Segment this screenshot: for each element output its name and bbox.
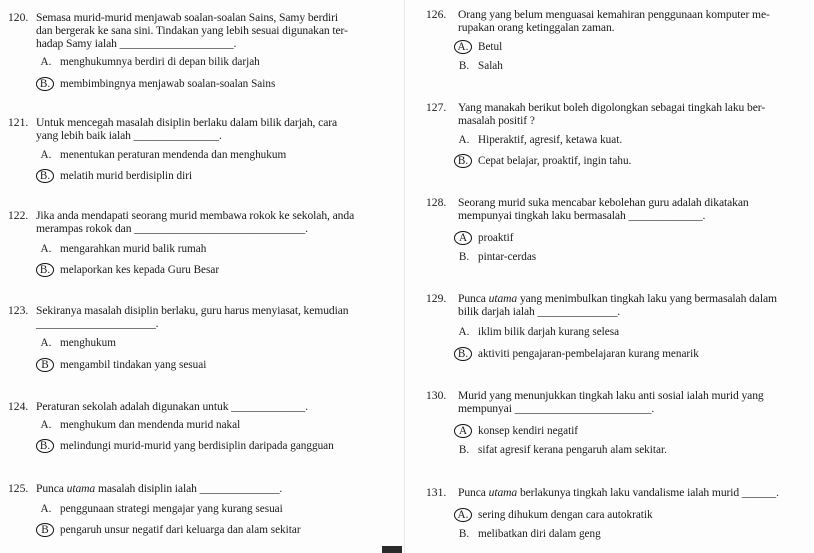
- stem-part: yang menimbulkan tingkah laku yang bermasalah dalam bilik darjah ialah ______________.: [458, 292, 777, 318]
- option-letter: A.: [40, 56, 52, 68]
- option-letter: B.: [458, 251, 470, 263]
- option-letter: A.: [458, 326, 470, 338]
- option-123-b[interactable]: [38, 358, 206, 372]
- question-number: 127.: [426, 101, 447, 114]
- option-letter: A.: [40, 419, 52, 431]
- option-text: Salah: [478, 60, 503, 72]
- option-text: sering dihukum dengan cara autokratik: [478, 509, 653, 521]
- option-120-a[interactable]: [38, 56, 260, 70]
- answer-circle: B: [36, 358, 54, 372]
- option-126-a[interactable]: [456, 40, 502, 54]
- option-120-b[interactable]: [38, 77, 275, 91]
- option-128-a[interactable]: [456, 231, 513, 245]
- option-text: melibatkan diri dalam geng: [478, 528, 601, 540]
- option-text: sifat agresif kerana pengaruh alam sekitar.: [478, 444, 667, 456]
- question-number: 128.: [426, 196, 447, 209]
- option-text: mengarahkan murid balik rumah: [60, 243, 207, 255]
- option-text: menghukum dan mendenda murid nakal: [60, 419, 241, 431]
- option-text: penggunaan strategi mengajar yang kurang sesuai: [60, 503, 283, 515]
- option-121-b[interactable]: [38, 169, 192, 183]
- answer-circle: B.: [36, 77, 54, 91]
- option-129-b[interactable]: [456, 347, 699, 361]
- column-divider: [404, 0, 405, 553]
- option-text: membimbingnya menjawab soalan-soalan Sains: [60, 78, 276, 90]
- question-stem: Sekiranya masalah disiplin berlaku, guru harus menyiasat, kemudian _____________________.: [36, 304, 349, 330]
- option-text: menghukum: [60, 337, 116, 349]
- scan-mark: [382, 546, 402, 553]
- question-stem: [36, 482, 388, 495]
- question-number: 123.: [8, 304, 29, 317]
- option-131-a[interactable]: [456, 508, 653, 522]
- option-text: Betul: [478, 41, 503, 53]
- question-number: 122.: [8, 209, 29, 222]
- question-stem: Semasa murid-murid menjawab soalan-soalan Sains, Samy berdiri dan bergerak ke sana sini. Tindakan yang lebih sesuai digunakan ter- hadap Samy ialah ____________________.: [36, 11, 348, 50]
- answer-circle: B.: [454, 347, 472, 361]
- question-stem: Yang manakah berikut boleh digolongkan sebagai tingkah laku ber- masalah positif ?: [458, 101, 766, 127]
- option-text: mengambil tindakan yang sesuai: [60, 359, 207, 371]
- answer-circle: B.: [36, 263, 54, 277]
- option-text: Cepat belajar, proaktif, ingin tahu.: [478, 155, 632, 167]
- option-123-a[interactable]: [38, 337, 116, 351]
- question-stem: [458, 486, 811, 499]
- option-128-b[interactable]: [456, 251, 536, 265]
- option-122-a[interactable]: [38, 243, 206, 257]
- option-130-b[interactable]: [456, 444, 667, 458]
- option-text: konsep kendiri negatif: [478, 425, 579, 437]
- option-125-a[interactable]: [38, 503, 283, 517]
- question-stem: Seorang murid suka mencabar kebolehan guru adalah dikatakan mempunyai tingkah laku bermasalah _____________.: [458, 196, 749, 222]
- question-number: 121.: [8, 116, 29, 129]
- question-number: 131.: [426, 486, 447, 499]
- option-text: Hiperaktif, agresif, ketawa kuat.: [478, 134, 623, 146]
- option-text: iklim bilik darjah kurang selesa: [478, 326, 620, 338]
- option-124-a[interactable]: [38, 419, 240, 433]
- question-number: 130.: [426, 389, 447, 402]
- stem-part: Punca: [458, 292, 489, 305]
- question-stem: Murid yang menunjukkan tingkah laku anti sosial ialah murid yang mempunyai ________________________.: [458, 389, 764, 415]
- option-letter: B.: [458, 60, 470, 72]
- option-129-a[interactable]: [456, 326, 619, 340]
- option-127-a[interactable]: [456, 134, 622, 148]
- question-stem: [458, 292, 806, 318]
- question-number: 120.: [8, 11, 29, 24]
- stem-part: berlakunya tingkah laku vandalisme ialah murid ______.: [517, 486, 779, 499]
- stem-emphasis: utama: [66, 482, 96, 495]
- option-125-b[interactable]: [38, 523, 301, 537]
- option-letter: A.: [40, 149, 52, 161]
- answer-circle: A: [454, 424, 472, 438]
- answer-circle: B.: [454, 154, 472, 168]
- option-letter: B.: [458, 528, 470, 540]
- answer-circle: A: [454, 231, 472, 245]
- option-text: pengaruh unsur negatif dari keluarga dan alam sekitar: [60, 524, 301, 536]
- question-stem: Peraturan sekolah adalah digunakan untuk _____________.: [36, 400, 309, 413]
- option-130-a[interactable]: [456, 424, 578, 438]
- option-text: melatih murid berdisiplin diri: [60, 170, 193, 182]
- option-121-a[interactable]: [38, 149, 286, 163]
- option-letter: A.: [40, 243, 52, 255]
- option-text: pintar-cerdas: [478, 251, 537, 263]
- answer-circle: B.: [36, 439, 54, 453]
- option-letter: A.: [458, 134, 470, 146]
- answer-circle: B: [36, 523, 54, 537]
- question-number: 125.: [8, 482, 29, 495]
- option-131-b[interactable]: [456, 528, 601, 542]
- option-124-b[interactable]: [38, 439, 334, 453]
- option-text: menghukumnya berdiri di depan bilik darjah: [60, 56, 260, 68]
- option-letter: A.: [40, 337, 52, 349]
- option-letter: A.: [40, 503, 52, 515]
- question-number: 126.: [426, 8, 447, 21]
- option-text: aktiviti pengajaran-pembelajaran kurang menarik: [478, 348, 699, 360]
- question-stem: Jika anda mendapati seorang murid membawa rokok ke sekolah, anda merampas rokok dan ______________________________.: [36, 209, 355, 235]
- answer-circle: B.: [36, 169, 54, 183]
- stem-emphasis: utama: [488, 486, 518, 499]
- option-text: menentukan peraturan mendenda dan menghukum: [60, 149, 287, 161]
- question-number: 124.: [8, 400, 29, 413]
- option-126-b[interactable]: [456, 60, 503, 74]
- option-text: melaporkan kes kepada Guru Besar: [60, 264, 220, 276]
- option-letter: B.: [458, 444, 470, 456]
- option-text: proaktif: [478, 232, 514, 244]
- question-stem: Untuk mencegah masalah disiplin berlaku dalam bilik darjah, cara yang lebih baik ialah _______________.: [36, 116, 338, 142]
- option-127-b[interactable]: [456, 154, 631, 168]
- stem-part: Punca: [36, 482, 67, 495]
- option-text: melindungi murid-murid yang berdisiplin daripada gangguan: [60, 440, 334, 452]
- answer-circle: A.: [454, 508, 472, 522]
- answer-circle: A.: [454, 40, 472, 54]
- stem-emphasis: utama: [488, 292, 518, 305]
- question-stem: Orang yang belum menguasai kemahiran penggunaan komputer me- rupakan orang ketinggalan zaman.: [458, 8, 770, 34]
- stem-part: masalah disiplin ialah ______________.: [95, 482, 283, 495]
- question-number: 129.: [426, 292, 447, 305]
- stem-part: Punca: [458, 486, 489, 499]
- option-122-b[interactable]: [38, 263, 219, 277]
